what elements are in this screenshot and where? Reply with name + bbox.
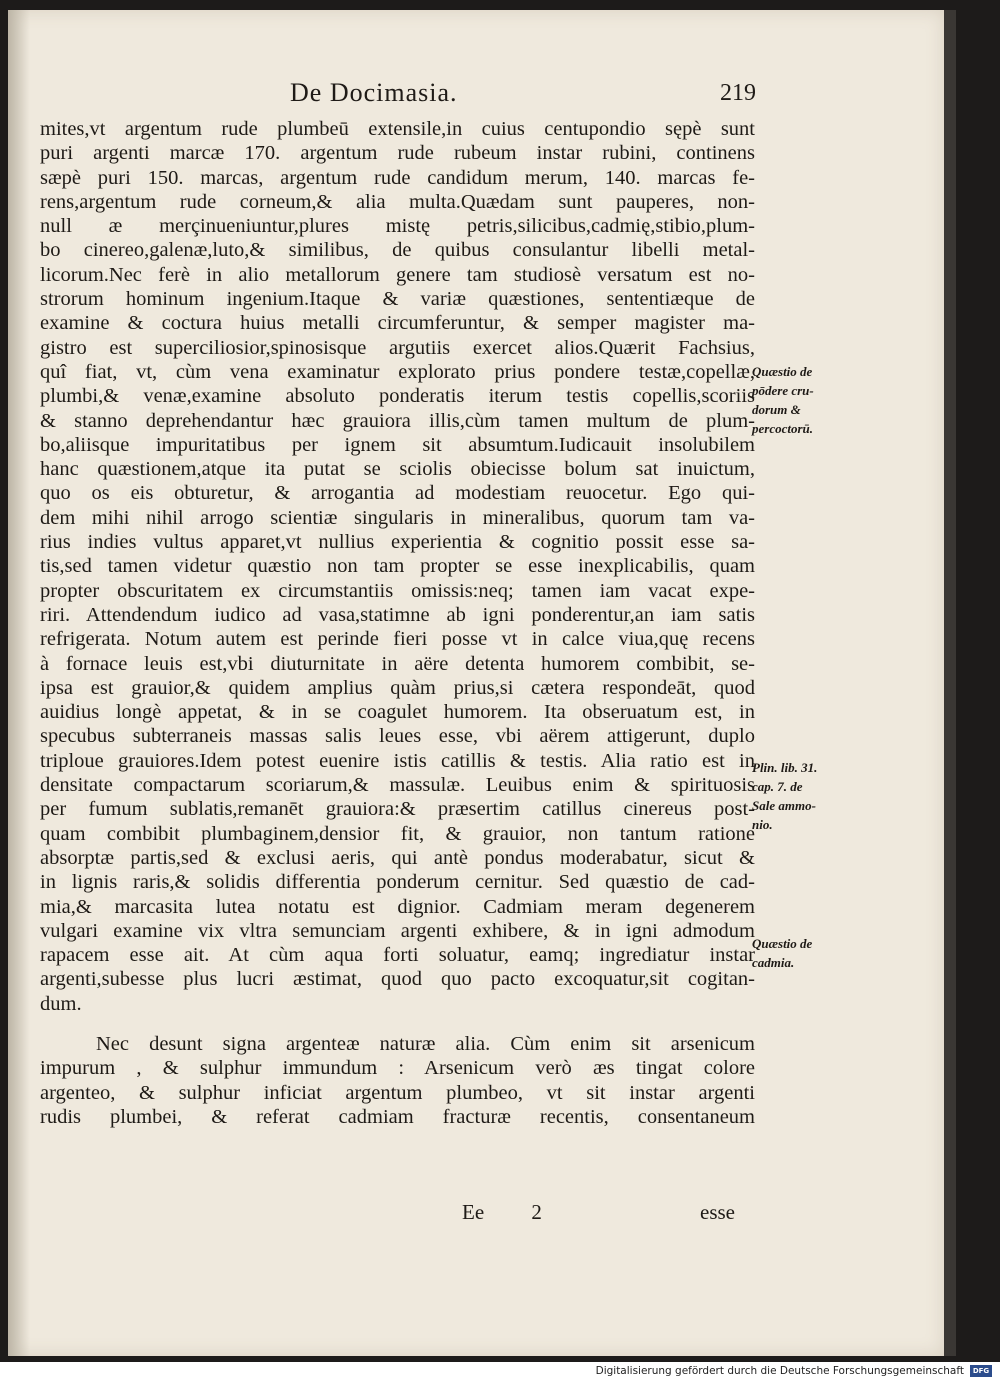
margin-note-line: dorum & [752, 402, 801, 417]
text-line: licorum.Nec ferè in alio metallorum genere tam studiosè versatum est no- [40, 263, 755, 286]
text-line: mia,& marcasita lutea notatu est dignior. Cadmiam meram degenerem [40, 895, 755, 918]
text-line: quam combibit plumbaginem,densior fit, & grauior, non tantum ratione [40, 822, 755, 845]
text-line: null æ merçinueniuntur,plures mistę petris,silicibus,cadmię,stibio,plum- [40, 215, 755, 238]
text-line: refrigerata. Notum autem est perinde fieri posse vt in calce viua,quę recens [40, 628, 755, 651]
running-title: De Docimasia. [290, 78, 458, 107]
text-line: in lignis raris,& solidis differentia ponderum cernitur. Sed quæstio de cad- [40, 871, 755, 894]
text-line: quî fiat, vt, cùm vena examinatur explorato prius pondere testæ,copellæ, [40, 360, 755, 383]
marginal-note-cadmia [752, 934, 862, 972]
text-line: argenteo, & sulphur inficiat argentum plumbeo, vt sit instar argenti [40, 1081, 755, 1104]
margin-note-line: Plin. lib. 31. [752, 760, 818, 775]
text-line: tis,sed tamen videtur quæstio non tam propter se esse inexplicabilis, quam [40, 555, 755, 578]
text-line: ipsa est grauior,& quidem amplius quàm prius,si cætera respondeāt, quod [40, 676, 755, 699]
text-line: hanc quæstionem,atque ita putat se sciolis obiecisse bolum sat inuictum, [40, 458, 755, 481]
signature-number: 2 [531, 1200, 542, 1224]
margin-note-line: cadmia. [752, 955, 795, 970]
footer-bar [0, 1362, 1000, 1381]
text-line: Nec desunt signa argenteæ naturæ alia. Cùm enim sit arsenicum [96, 1032, 755, 1055]
margin-note-line: cap. 7. de [752, 779, 803, 794]
text-line: puri argenti marcæ 170. argentum rude rubeum instar rubini, continens [40, 142, 755, 165]
text-line: auidius longè appetat, & in se coagulet humorem. Ita obseruatum est, in [40, 701, 755, 724]
margin-note-line: percoctorū. [752, 421, 814, 436]
text-line: dum. [40, 992, 82, 1015]
main-text [40, 117, 755, 1129]
text-line: impurum , & sulphur immundum : Arsenicum verò æs tingat colore [40, 1057, 755, 1080]
margin-note-line: Quæstio de [752, 936, 813, 951]
text-line: à fornace leuis est,vbi diuturnitate in aëre detenta humorem combibit, se- [40, 652, 755, 675]
text-line: per fumum sublatis,remanēt grauiora:& præsertim catillus cinereus post- [40, 798, 755, 821]
text-line: specubus subterraneis massas salis leues esse, vbi aërem attigerunt, duplo [40, 725, 755, 748]
text-line: argenti,subesse plus lucri æstimat, quod quo pacto excoquatur,sit cogitan- [40, 968, 755, 991]
text-line: triploue grauiores.Idem potest euenire istis catillis & testis. Alia ratio est in [40, 749, 755, 772]
text-line: quo os eis obturetur, & arrogantia ad modestiam reuocetur. Ego qui- [40, 482, 755, 505]
text-line: rudis plumbei, & referat cadmiam fracturæ recentis, consentaneum [40, 1105, 755, 1128]
text-line: rens,argentum rude corneum,& alia multa.Quædam sunt pauperes, non- [40, 190, 755, 213]
text-line: plumbi,& venæ,examine absoluto ponderatis iterum testis copellis,scoriis [40, 385, 755, 408]
text-line: bo cinereo,galenæ,luto,& similibus, de quibus consulantur libelli metal- [40, 239, 755, 262]
text-line: strorum hominum ingenium.Itaque & variæ quæstiones, sententiæque de [40, 288, 755, 311]
text-line: mites,vt argentum rude plumbeū extensile,in cuius centupondio sępè sunt [40, 118, 755, 140]
margin-note-line: Sale ammo- [752, 798, 816, 813]
text-line: vulgari examine vix vltra semunciam argenti exhibere, & in igni admodum [40, 919, 755, 942]
text-line: absorptæ partis,sed & exclusi aeris, qui antè pondus moderabatur, sicut & [40, 846, 755, 869]
margin-note-line: pōdere cru- [752, 383, 814, 398]
text-line: & stanno deprehendantur hæc grauiora illis,cùm tamen multum de plum- [40, 409, 755, 432]
paragraph-gap [40, 1016, 755, 1032]
marginal-note-pondere [752, 362, 862, 438]
text-line: rapacem esse ait. At cùm aqua forti soluatur, eamq; ingrediatur instar [40, 944, 755, 967]
funding-credit: Digitalisierung gefördert durch die Deutsche Forschungsgemeinschaft [595, 1365, 964, 1377]
text-line: rius indies vultus apparet,vt nullius experientia & cognitio possit esse sa- [40, 531, 755, 554]
text-line: dem mihi nihil arrogo scientiæ singularis in mineralibus, quorum tam va- [40, 506, 755, 529]
text-line: propter obscuritatem ex circumstantiis omissis:neq; tamen iam vacat expe- [40, 579, 755, 602]
margin-note-line: nio. [752, 817, 773, 832]
text-line: sæpè puri 150. marcas, argentum rude candidum merum, 140. marcas fe- [40, 166, 755, 189]
page-edge [944, 10, 956, 1356]
binding-shadow [8, 10, 30, 1356]
text-line: bo,aliisque impuritatibus per ignem sit absumtum.Iudicauit insolubilem [40, 433, 755, 456]
signature-letters: Ee [462, 1200, 485, 1224]
page-number: 219 [720, 80, 756, 106]
marginal-note-plinius [752, 758, 862, 834]
text-line: densitate compactarum scoriarum,& massulæ. Leuibus enim & spirituosis [40, 774, 755, 797]
text-line: riri. Attendendum iudico ad vasa,statimne ab igni ponderentur,an iam satis [40, 603, 755, 626]
text-line: gistro est superciliosior,spinosisque argutiis exercet alios.Quærit Fachsius, [40, 336, 755, 359]
text-line: examine & coctura huius metalli circumferuntur, & semper magister ma- [40, 312, 755, 335]
catchword: esse [700, 1200, 735, 1224]
signature-mark [462, 1200, 542, 1225]
margin-note-line: Quæstio de [752, 364, 813, 379]
dfg-logo-icon: DFG [970, 1365, 992, 1377]
